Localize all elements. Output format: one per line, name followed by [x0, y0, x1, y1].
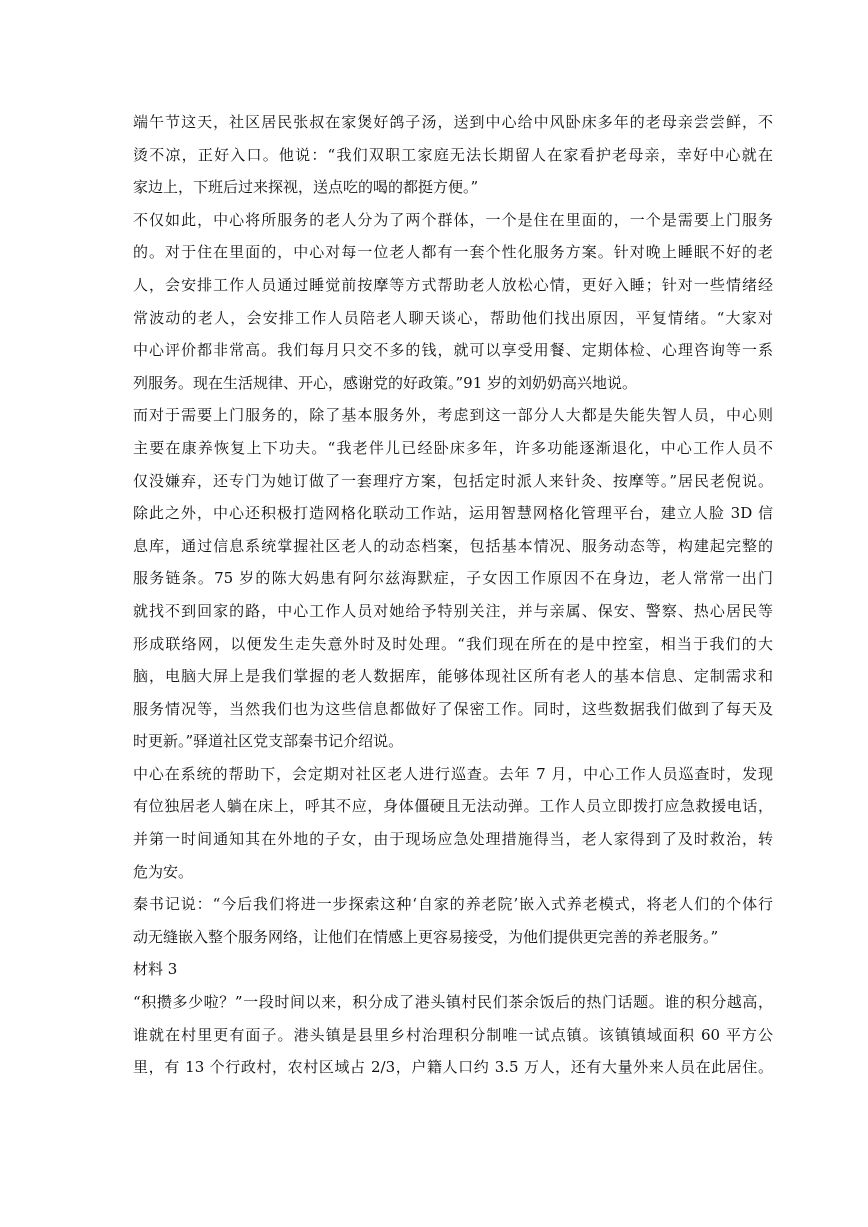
text-line: 列服务。现在生活规律、开心，感谢党的好政策。”91 岁的刘奶奶高兴地说。: [133, 373, 638, 392]
text-line: 里，有 13 个行政村，农村区域占 2/3，户籍人口约 3.5 万人，还有大量外来人员在此居住。: [133, 1058, 773, 1077]
text-line: 而对于需要上门服务的，除了基本服务外，考虑到这一部分人大都是失能失智人员，中心则: [133, 406, 773, 425]
text-line: 秦书记说：“今后我们将进一步探索这种‘自家的养老院’嵌入式养老模式，将老人们的个体行: [133, 895, 773, 914]
section-heading: 材料 3: [133, 960, 178, 979]
text-line: 的。对于住在里面的，中心对每一位老人都有一套个性化服务方案。针对晚上睡眠不好的老: [133, 243, 773, 262]
text-line: 谁就在村里更有面子。港头镇是县里乡村治理积分制唯一试点镇。该镇镇域面积 60 平方公: [133, 1025, 773, 1044]
text-line: 烫不凉，正好入口。他说：“我们双职工家庭无法长期留人在家看护老母亲，幸好中心就在: [133, 145, 773, 164]
text-line: 端午节这天，社区居民张叔在家煲好鸽子汤，送到中心给中风卧床多年的老母亲尝尝鲜，不: [133, 113, 773, 131]
text-line: 服务情况等，当然我们也为这些信息都做好了保密工作。同时，这些数据我们做到了每天及: [133, 699, 773, 718]
text-line: 仅没嫌弃，还专门为她订做了一套理疗方案，包括定时派人来针灸、按摩等。”居民老倪说。: [133, 471, 773, 490]
text-line: 服务链条。75 岁的陈大妈患有阿尔兹海默症，子女因工作原因不在身边，老人常常一出门: [133, 569, 773, 588]
text-line: 中心在系统的帮助下，会定期对社区老人进行巡查。去年 7 月，中心工作人员巡查时，发现: [133, 764, 773, 783]
text-line: 形成联络网，以便发生走失意外时及时处理。“我们现在所在的是中控室，相当于我们的大: [133, 634, 773, 653]
text-line: 不仅如此，中心将所服务的老人分为了两个群体，一个是住在里面的，一个是需要上门服务: [133, 210, 773, 229]
text-line: 息库，通过信息系统掌握社区老人的动态档案，包括基本情况、服务动态等，构建起完整的: [133, 536, 773, 555]
text-line: 有位独居老人躺在床上，呼其不应，身体僵硬且无法动弹。工作人员立即拨打应急救援电话，: [133, 797, 773, 816]
text-line: 中心评价都非常高。我们每月只交不多的钱，就可以享受用餐、定期体检、心理咨询等一系: [133, 341, 773, 360]
text-line: 就找不到回家的路，中心工作人员对她给予特别关注，并与亲属、保安、警察、热心居民等: [133, 601, 773, 620]
text-line: 动无缝嵌入整个服务网络，让他们在情感上更容易接受，为他们提供更完善的养老服务。”: [133, 927, 719, 946]
text-line: 主要在康养恢复上下功夫。“我老伴儿已经卧床多年，许多功能逐渐退化，中心工作人员不: [133, 438, 773, 457]
text-line: 除此之外，中心还积极打造网格化联动工作站，运用智慧网格化管理平台，建立人脸 3D 信: [133, 504, 773, 523]
text-line: 家边上，下班后过来探视，送点吃的喝的都挺方便。”: [133, 178, 479, 197]
text-line: 人，会安排工作人员通过睡觉前按摩等方式帮助老人放松心情，更好入睡；针对一些情绪经: [133, 275, 773, 294]
article-body: [133, 106, 773, 1084]
text-line: 常波动的老人，会安排工作人员陪老人聊天谈心，帮助他们找出原因，平复情绪。“大家对: [133, 308, 773, 327]
text-line: 危为安。: [133, 862, 194, 881]
text-line: 并第一时间通知其在外地的子女，由于现场应急处理措施得当，老人家得到了及时救治，转: [133, 830, 773, 849]
text-line: 脑，电脑大屏上是我们掌握的老人数据库，能够体现社区所有老人的基本信息、定制需求和: [133, 667, 773, 686]
text-line: 时更新。”驿道社区党支部秦书记介绍说。: [133, 732, 404, 751]
text-line: “积攒多少啦？”一段时间以来，积分成了港头镇村民们茶余饭后的热门话题。谁的积分越高，: [133, 993, 773, 1012]
